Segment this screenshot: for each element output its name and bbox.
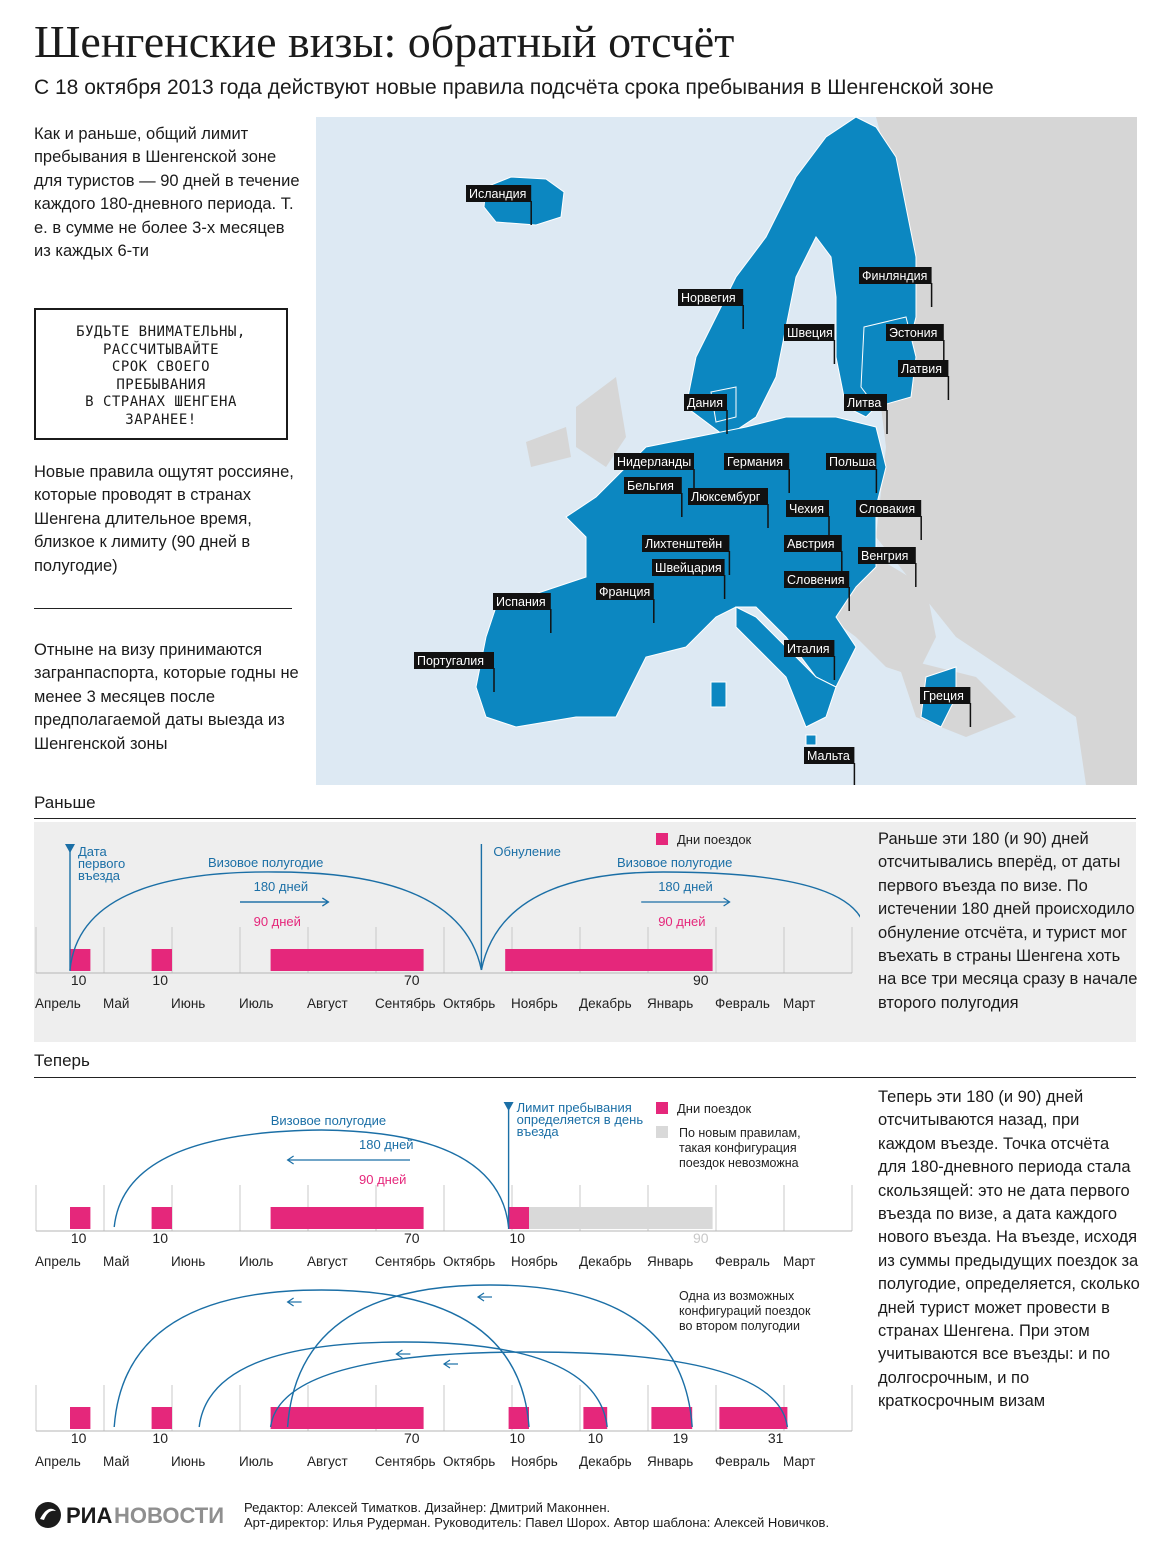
legend-impossible-label: По новым правилам, (679, 1126, 801, 1140)
credits (244, 1500, 829, 1530)
month-tick-label: Март (783, 1454, 816, 1469)
trip-days-label: 10 (509, 1230, 525, 1246)
chart-now-config (0, 1280, 860, 1475)
first-entry-marker-head (65, 844, 75, 853)
month-tick-label: Ноябрь (511, 996, 558, 1011)
month-tick-label: Апрель (35, 1454, 81, 1469)
ria-novosti-logo (34, 1500, 239, 1530)
month-tick-label: Октябрь (443, 1454, 496, 1469)
reset-label: Обнуление (493, 844, 561, 859)
country-label: Нидерланды (617, 455, 692, 469)
trip-bar (271, 1207, 424, 1229)
month-tick-label: Июль (239, 1454, 274, 1469)
legend-trips-swatch (656, 833, 668, 845)
before-side-text: Раньше эти 180 (и 90) дней отсчитывались вперёд, от даты первого въезда по визе. По истечении 180 дней происходило обнуление отсчёта, и турист мог въехать в страны Шенгена хоть на все три месяца сразу в начале второго полугодия (878, 830, 1138, 1012)
month-tick-label: Июнь (171, 996, 206, 1011)
days-90-label: 90 дней (359, 1172, 407, 1187)
warning-line: СРОК СВОЕГО (111, 359, 211, 375)
country-label: Португалия (417, 654, 485, 668)
first-entry-label: Дата (78, 844, 107, 859)
section-before-rule (34, 818, 1136, 819)
month-tick-label: Январь (647, 1254, 694, 1269)
month-tick-label: Декабрь (579, 996, 632, 1011)
page-title: Шенгенские визы: обратный отсчёт (34, 16, 735, 67)
month-tick-label: Февраль (715, 996, 770, 1011)
half-year-label: Визовое полугодие (270, 1113, 387, 1128)
month-tick-label: Август (307, 1254, 348, 1269)
warning-line: ЗАРАНЕЕ! (125, 411, 197, 428)
warning-line: РАССЧИТЫВАЙТЕ (102, 341, 220, 358)
month-tick-label: Октябрь (443, 1254, 496, 1269)
country-label: Словакия (859, 502, 916, 516)
trip-bar (509, 1207, 529, 1229)
month-tick-label: Сентябрь (375, 1454, 436, 1469)
trip-bar (651, 1407, 692, 1429)
trip-days-label: 10 (152, 972, 168, 988)
sardinia-shape (711, 682, 726, 707)
country-label: Люксембург (691, 490, 761, 504)
malta-shape (806, 735, 816, 745)
legend-trips-label: Дни поездок (677, 1101, 752, 1116)
month-tick-label: Март (783, 1254, 816, 1269)
section-before-label: Раньше (34, 793, 96, 812)
warning-line: БУДЬТЕ ВНИМАТЕЛЬНЫ, (76, 324, 246, 340)
trip-bar (271, 949, 424, 971)
country-label: Швейцария (655, 561, 722, 575)
trip-days-label: 10 (509, 1430, 525, 1446)
month-tick-label: Июнь (171, 1454, 206, 1469)
intro-passport-text: Отныне на визу принимаются загранпаспорта, которые годны не менее 3 месяцев после предполагаемой даты выезда из Шенгенской зоны (34, 641, 299, 753)
warning-box (34, 308, 288, 440)
trip-bar (505, 949, 712, 971)
country-label: Латвия (901, 362, 942, 376)
country-label: Норвегия (681, 291, 736, 305)
config-note-label: во втором полугодии (679, 1319, 801, 1333)
config-note-label: конфигураций поездок (679, 1304, 811, 1318)
chart-before (0, 820, 860, 1020)
legend-trips-swatch (656, 1102, 668, 1114)
month-tick-label: Июнь (171, 1254, 206, 1269)
warning-line: В СТРАНАХ ШЕНГЕНА (85, 394, 237, 410)
credits-line: Редактор: Алексей Тиматков. Дизайнер: Дмитрий Маконнен. (244, 1500, 611, 1515)
trip-days-label: 70 (404, 972, 420, 988)
first-entry-label: въезда (78, 868, 121, 883)
month-tick-label: Май (103, 996, 130, 1011)
limit-label: въезда (516, 1124, 559, 1139)
first-entry-label: первого (78, 856, 126, 871)
month-tick-label: Май (103, 1254, 130, 1269)
logo-ria: РИА (66, 1503, 113, 1528)
look-back-arc (114, 1290, 529, 1427)
days-90-label: 90 дней (253, 914, 301, 929)
trip-days-label: 19 (672, 1430, 689, 1446)
month-tick-label: Июль (239, 1254, 274, 1269)
month-tick-label: Декабрь (579, 1454, 632, 1469)
country-label: Швеция (787, 326, 833, 340)
limit-label: Лимит пребывания (516, 1100, 632, 1115)
trip-bar (70, 1407, 90, 1429)
legend-trips-label: Дни поездок (677, 832, 752, 847)
trip-days-label: 10 (70, 1230, 87, 1246)
credits-line: Арт-директор: Илья Рудерман. Руководитель: Павел Шорох. Автор шаблона: Алексей Новичков. (244, 1515, 830, 1530)
days-180-label: 180 дней (658, 879, 713, 894)
month-tick-label: Январь (647, 996, 694, 1011)
trip-days-label: 31 (767, 1430, 784, 1446)
trip-bar (70, 1207, 90, 1229)
limit-label: определяется в день (516, 1112, 644, 1127)
country-label: Чехия (789, 502, 825, 516)
country-label: Польша (829, 455, 876, 469)
half-year-label: Визовое полугодие (617, 855, 733, 870)
month-tick-label: Декабрь (579, 1254, 632, 1269)
trip-days-label: 70 (404, 1230, 420, 1246)
legend-impossible-label: такая конфигурация (679, 1141, 797, 1155)
chart-now (0, 1090, 860, 1275)
country-label: Дания (687, 396, 724, 410)
month-tick-label: Ноябрь (511, 1454, 558, 1469)
schengen-map (316, 117, 1137, 785)
section-now-rule (34, 1077, 1136, 1078)
country-label: Австрия (787, 537, 835, 551)
country-label: Исландия (469, 187, 527, 201)
month-tick-label: Август (307, 1454, 348, 1469)
country-label: Греция (923, 689, 964, 703)
days-180-label: 180 дней (253, 879, 309, 894)
days-90-label: 90 дней (658, 914, 706, 929)
section-now-label: Теперь (34, 1051, 90, 1070)
trip-bar (152, 1407, 172, 1429)
month-tick-label: Октябрь (443, 996, 496, 1011)
month-tick-label: Сентябрь (375, 996, 436, 1011)
country-label: Эстония (889, 326, 938, 340)
trip-days-label: 70 (404, 1430, 420, 1446)
intro-russians-text: Новые правила ощутят россияне, которые проводят в странах Шенгена длительное время, близкое к лимиту (90 дней в полугодие) (34, 463, 294, 575)
month-tick-label: Февраль (715, 1254, 770, 1269)
trip-bar (271, 1407, 424, 1429)
trip-days-label: 10 (152, 1230, 168, 1246)
country-label: Франция (599, 585, 651, 599)
month-tick-label: Май (103, 1454, 130, 1469)
intro-limit-text: Как и раньше, общий лимит пребывания в Шенгенской зоне для туристов — 90 дней в течение каждого 180-дневного периода. Т. е. в сумме не более 3-х месяцев из каждых 6-ти (34, 125, 300, 261)
country-label: Испания (496, 595, 546, 609)
month-tick-label: Июль (239, 996, 274, 1011)
month-tick-label: Март (783, 996, 816, 1011)
country-label: Мальта (807, 749, 850, 763)
month-tick-label: Сентябрь (375, 1254, 436, 1269)
trip-days-label: 90 (693, 972, 709, 988)
page-subtitle: С 18 октября 2013 года действуют новые правила подсчёта срока пребывания в Шенгенской зоне (34, 76, 994, 99)
trip-bar (152, 1207, 172, 1229)
month-tick-label: Январь (647, 1454, 694, 1469)
country-label: Бельгия (627, 479, 674, 493)
divider (34, 608, 292, 609)
month-tick-label: Февраль (715, 1454, 770, 1469)
country-label: Германия (727, 455, 784, 469)
trip-days-label: 10 (70, 1430, 87, 1446)
impossible-days-label: 90 (693, 1230, 709, 1246)
trip-bar (152, 949, 172, 971)
half-year-label: Визовое полугодие (208, 855, 324, 870)
country-label: Словения (787, 573, 845, 587)
legend-impossible-label: поездок невозможна (679, 1156, 799, 1170)
trip-days-label: 10 (152, 1430, 168, 1446)
logo-mark (35, 1502, 61, 1528)
trip-days-label: 10 (587, 1430, 604, 1446)
month-tick-label: Ноябрь (511, 1254, 558, 1269)
now-side-text: Теперь эти 180 (и 90) дней отсчитываются назад, при каждом въезде. Точка отсчёта для 180-дневного периода стала скользящей: это не дата первого въезда по визе, а дата каждого нового въезда. На въезде, исходя из суммы предыдущих поездок за полугодие, определяется, сколько дней турист может провести в странах Шенгена. При этом учитываются все въезды: и по долгосрочным, и по краткосрочным визам (878, 1088, 1140, 1411)
country-label: Финляндия (862, 269, 928, 283)
month-tick-label: Август (307, 996, 348, 1011)
month-tick-label: Апрель (35, 1254, 81, 1269)
trip-days-label: 10 (70, 972, 87, 988)
impossible-bar (529, 1207, 713, 1229)
trip-bar (509, 1407, 529, 1429)
month-tick-label: Апрель (35, 996, 81, 1011)
trip-bar (719, 1407, 787, 1429)
limit-marker-head (504, 1102, 514, 1111)
country-label: Венгрия (861, 549, 909, 563)
warning-line: ПРЕБЫВАНИЯ (116, 376, 206, 393)
country-label: Лихтенштейн (645, 537, 723, 551)
config-note-label: Одна из возможных (679, 1289, 795, 1303)
days-180-label: 180 дней (359, 1137, 414, 1152)
country-label: Италия (787, 642, 830, 656)
logo-novosti: НОВОСТИ (114, 1503, 225, 1528)
country-label: Литва (847, 396, 882, 410)
legend-impossible-swatch (656, 1126, 668, 1138)
